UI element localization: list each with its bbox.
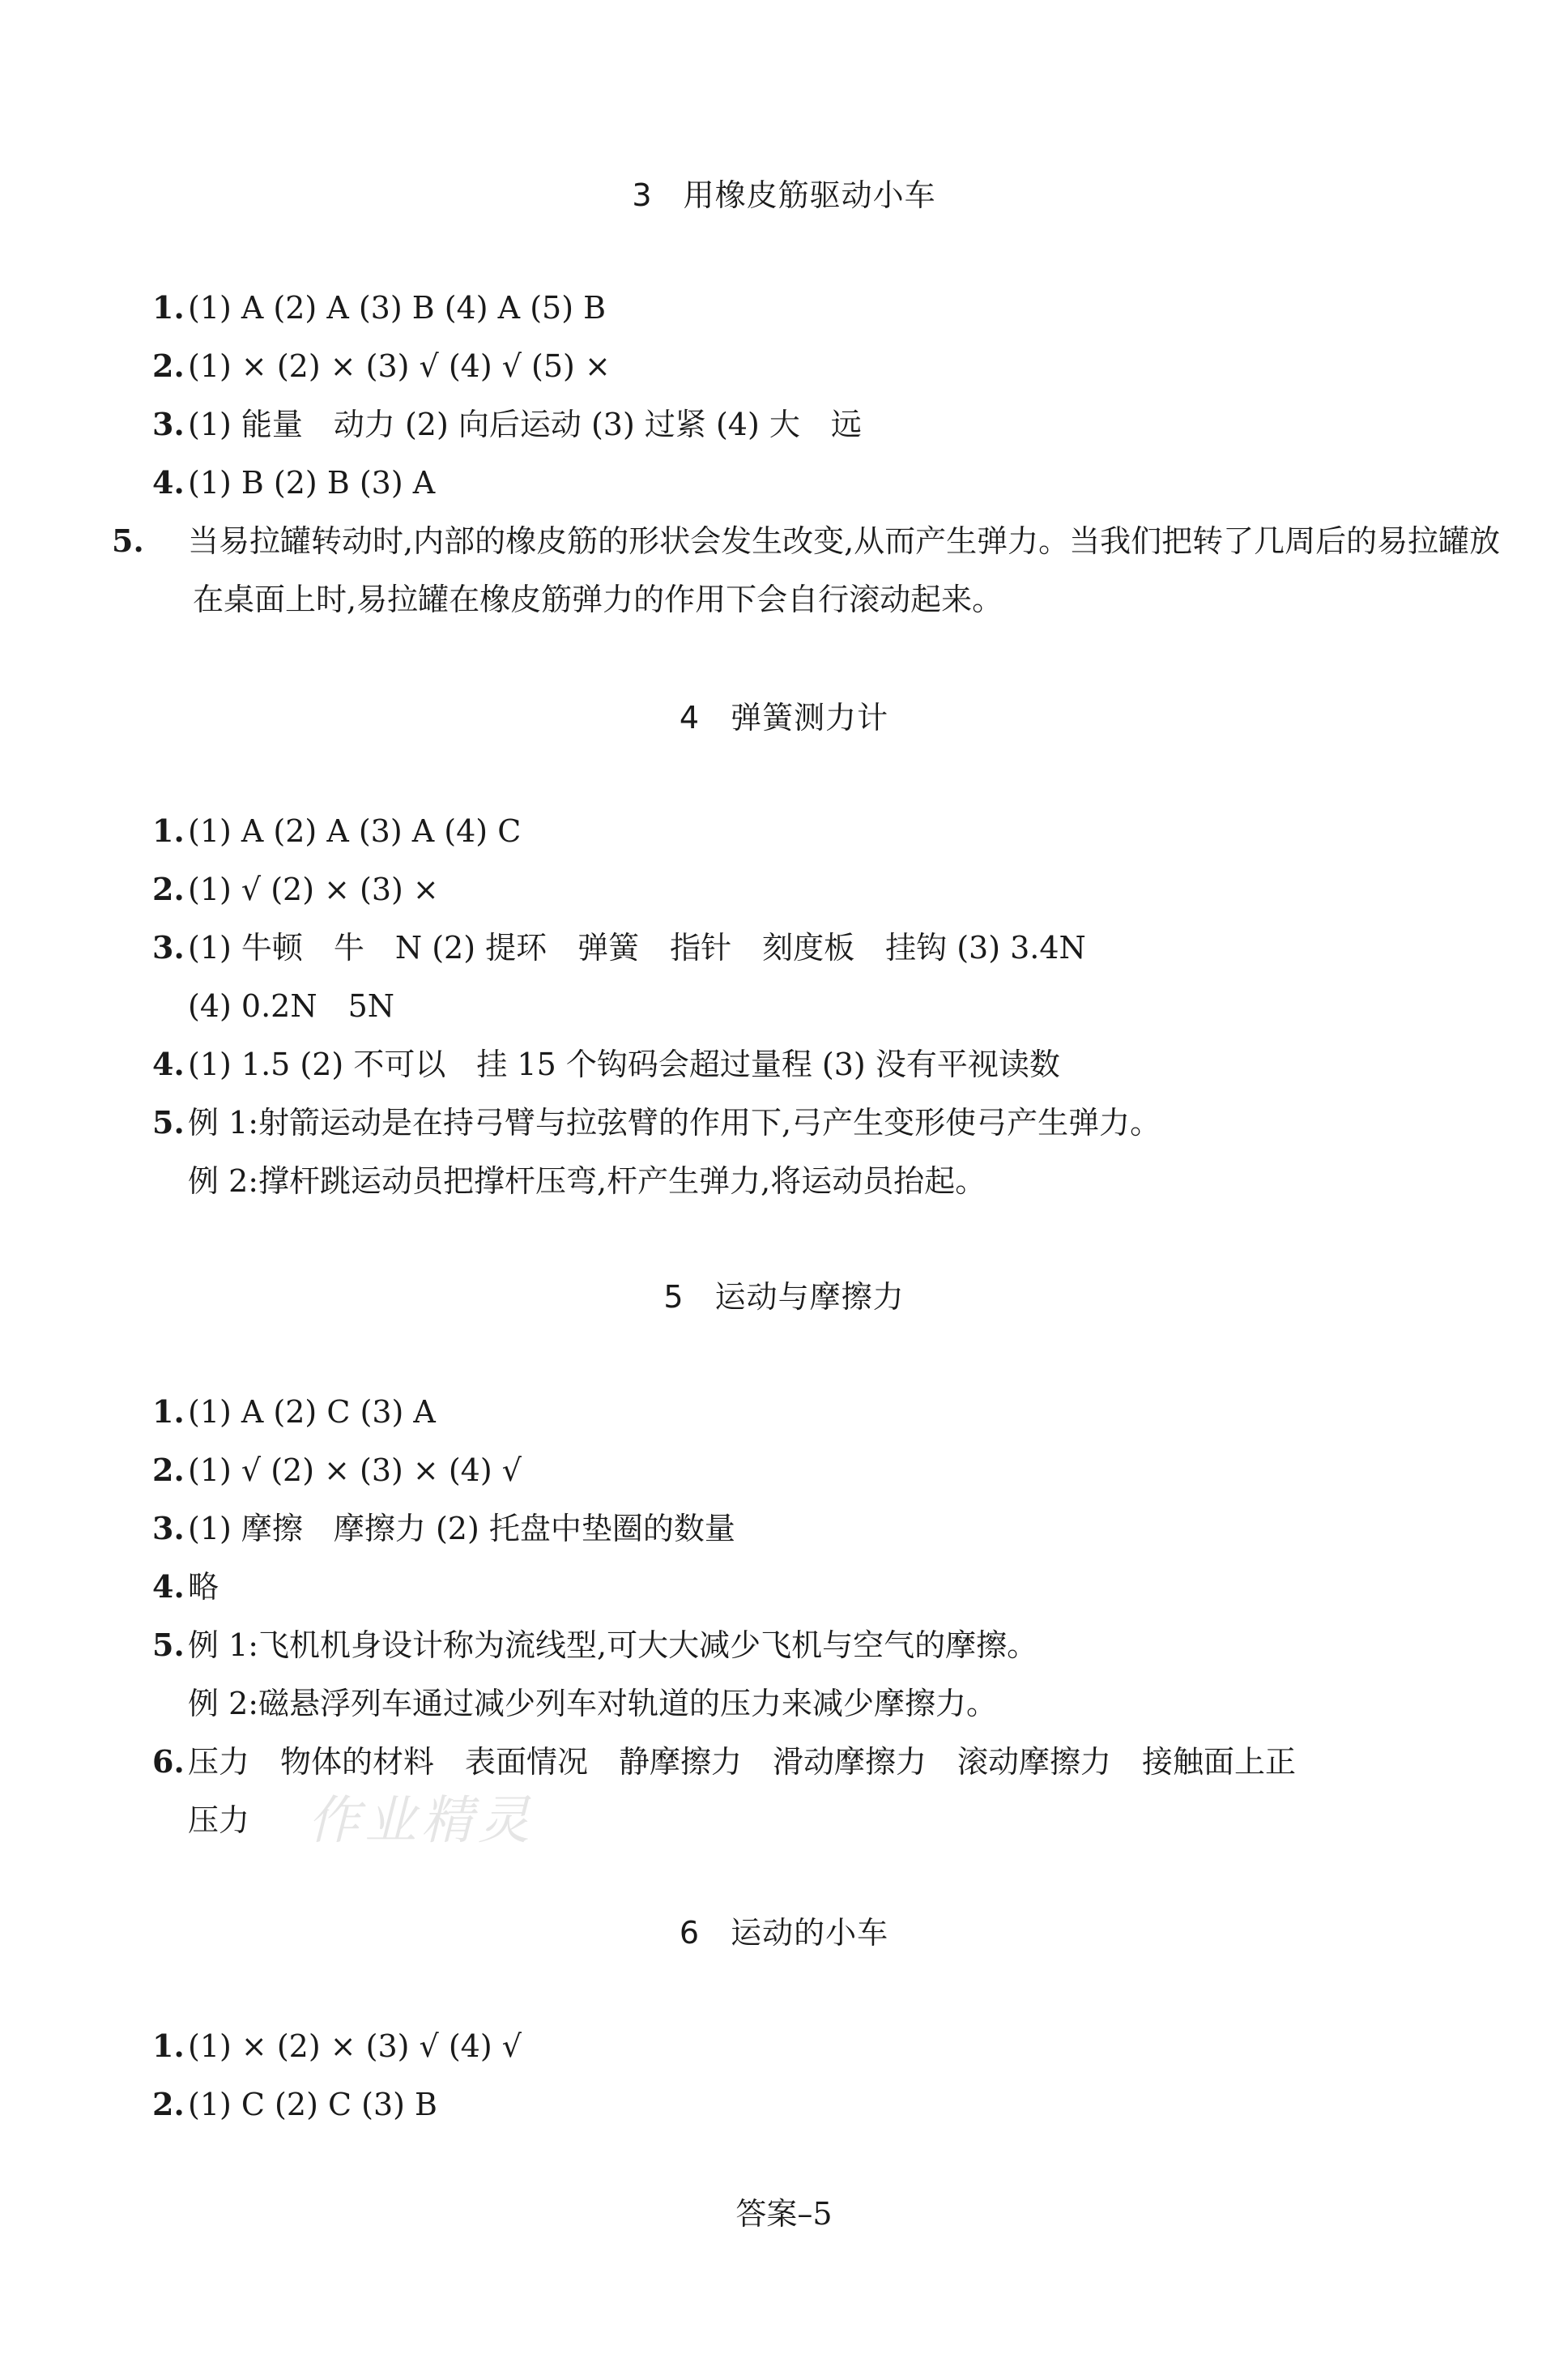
item-text: (1) 1.5 (2) 不可以 挂 15 个钩码会超过量程 (3) 没有平视读数 — [188, 1047, 1060, 1082]
section-title-text: 运动与摩擦力 — [714, 1279, 905, 1315]
item-text: 略 — [188, 1569, 219, 1605]
item-text: (1) A (2) A (3) A (4) C — [188, 813, 522, 849]
answer-item — [152, 1441, 1481, 1499]
answer-item-continuation: (4) 0.2N 5N — [188, 988, 395, 1024]
item-number: 4. — [152, 1568, 185, 1605]
section-title-text: 运动的小车 — [731, 1915, 889, 1951]
section-title-4 — [0, 693, 1568, 737]
section-title-5 — [0, 1272, 1568, 1316]
item-number: 2. — [152, 1452, 185, 1488]
answer-item — [152, 2017, 1481, 2075]
section-title-text: 弹簧测力计 — [731, 700, 889, 736]
answer-item — [152, 1558, 1481, 1616]
item-text: (1) 牛顿 牛 N (2) 提环 弹簧 指针 刻度板 挂钩 (3) 3.4N — [188, 930, 1086, 966]
item-text: (1) 能量 动力 (2) 向后运动 (3) 过紧 (4) 大 远 — [188, 407, 862, 442]
item-number: 5. — [152, 1627, 185, 1663]
answer-item-continuation: 例 2:撑杆跳运动员把撑杆压弯,杆产生弹力,将运动员抬起。 — [188, 1163, 986, 1199]
answer-item — [152, 337, 1481, 395]
answer-item — [152, 1616, 1481, 1674]
item-text: (1) × (2) × (3) √ (4) √ (5) × — [188, 348, 611, 384]
item-text: (1) B (2) B (3) A — [188, 465, 436, 501]
item-number: 5. — [112, 522, 144, 559]
item-text: (1) A (2) C (3) A — [188, 1394, 436, 1430]
item-number: 1. — [152, 812, 185, 849]
answer-item — [112, 512, 1505, 629]
item-text: 当易拉罐转动时,内部的橡皮筋的形状会发生改变,从而产生弹力。当我们把转了几周后的易拉罐放在桌面上时,易拉罐在橡皮筋弹力的作用下会自行滚动起来。 — [188, 523, 1501, 617]
section-title-text: 用橡皮筋驱动小车 — [683, 177, 936, 213]
item-text: 压力 物体的材料 表面情况 静摩擦力 滑动摩擦力 滚动摩擦力 接触面上正 — [188, 1744, 1297, 1780]
item-text: (1) A (2) A (3) B (4) A (5) B — [188, 290, 607, 326]
section-number: 4 — [679, 700, 701, 736]
item-text: (1) C (2) C (3) B — [188, 2087, 437, 2122]
section-title-6 — [0, 1908, 1568, 1952]
answer-item — [152, 1383, 1481, 1441]
answer-item — [152, 1499, 1481, 1558]
item-text: 例 1:射箭运动是在持弓臂与拉弦臂的作用下,弓产生变形使弓产生弹力。 — [188, 1105, 1161, 1141]
answer-item-continuation: 压力 — [188, 1802, 250, 1838]
section-number: 5 — [663, 1279, 684, 1315]
item-text: (1) √ (2) × (3) × — [188, 872, 439, 907]
answer-item — [152, 395, 1481, 454]
answer-item — [152, 1035, 1481, 1094]
section-number: 3 — [632, 177, 653, 213]
section-number: 6 — [679, 1915, 701, 1951]
item-number: 3. — [152, 1510, 185, 1546]
item-number: 2. — [152, 348, 185, 384]
item-text: (1) × (2) × (3) √ (4) √ — [188, 2028, 522, 2064]
item-number: 3. — [152, 929, 185, 966]
item-text: (1) √ (2) × (3) × (4) √ — [188, 1452, 522, 1488]
item-number: 1. — [152, 1393, 185, 1430]
answer-item — [152, 454, 1481, 512]
item-text: (1) 摩擦 摩擦力 (2) 托盘中垫圈的数量 — [188, 1511, 735, 1546]
item-number: 2. — [152, 871, 185, 907]
item-number: 6. — [152, 1743, 185, 1780]
item-text: 例 1:飞机机身设计称为流线型,可大大减少飞机与空气的摩擦。 — [188, 1627, 1038, 1663]
item-number: 4. — [152, 464, 185, 501]
answer-item — [152, 919, 1481, 977]
page-footer: 答案–5 — [735, 2196, 833, 2232]
answer-item — [152, 279, 1481, 337]
item-number: 4. — [152, 1046, 185, 1082]
item-number: 1. — [152, 2028, 185, 2064]
section-title-3 — [0, 170, 1568, 215]
item-number: 5. — [152, 1104, 185, 1141]
item-number: 1. — [152, 289, 185, 326]
item-number: 3. — [152, 406, 185, 442]
answer-item — [152, 2075, 1481, 2134]
item-number: 2. — [152, 2086, 185, 2122]
watermark: 作业精灵 — [308, 1791, 535, 1851]
answer-item — [152, 802, 1481, 860]
answer-item-continuation: 例 2:磁悬浮列车通过减少列车对轨道的压力来减少摩擦力。 — [188, 1686, 998, 1721]
answer-item — [152, 860, 1481, 919]
answer-item — [152, 1094, 1481, 1152]
